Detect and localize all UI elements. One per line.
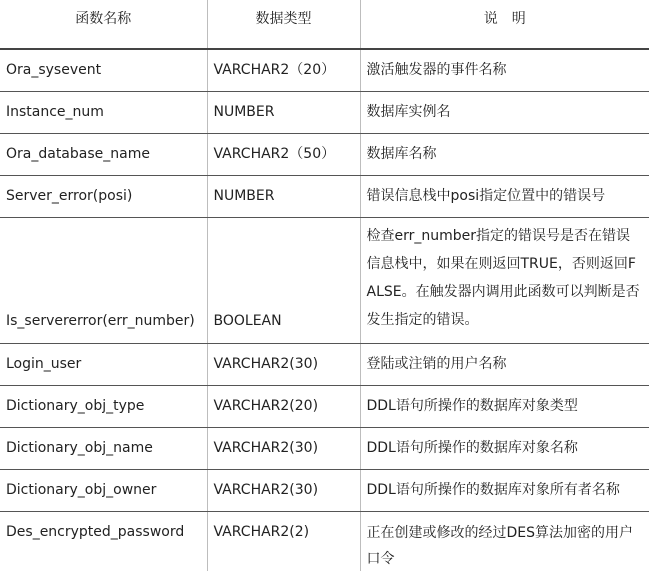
cell-data-type: VARCHAR2(30): [207, 469, 360, 511]
cell-description: 登陆或注销的用户名称: [360, 343, 649, 385]
cell-function-name: Ora_sysevent: [0, 49, 207, 91]
header-description: 说 明: [360, 0, 649, 49]
cell-data-type: NUMBER: [207, 175, 360, 217]
cell-description: 错误信息栈中posi指定位置中的错误号: [360, 175, 649, 217]
cell-function-name: Dictionary_obj_type: [0, 385, 207, 427]
table-row: [0, 91, 649, 133]
table-row: [0, 343, 649, 385]
table-row: [0, 217, 649, 343]
cell-description: DDL语句所操作的数据库对象所有者名称: [360, 469, 649, 511]
cell-description: DDL语句所操作的数据库对象名称: [360, 427, 649, 469]
cell-function-name: Ora_database_name: [0, 133, 207, 175]
header-data-type: 数据类型: [207, 0, 360, 49]
cell-data-type: VARCHAR2(20): [207, 385, 360, 427]
table-row: [0, 49, 649, 91]
cell-description: 正在创建或修改的经过DES算法加密的用户口令: [360, 511, 649, 571]
cell-data-type: NUMBER: [207, 91, 360, 133]
table-row: [0, 385, 649, 427]
cell-data-type: VARCHAR2(30): [207, 427, 360, 469]
header-function-name: 函数名称: [0, 0, 207, 49]
cell-description: DDL语句所操作的数据库对象类型: [360, 385, 649, 427]
cell-data-type: BOOLEAN: [207, 217, 360, 343]
table-row: [0, 469, 649, 511]
cell-function-name: Login_user: [0, 343, 207, 385]
cell-data-type: VARCHAR2(2): [207, 511, 360, 571]
cell-function-name: Dictionary_obj_owner: [0, 469, 207, 511]
cell-function-name: Server_error(posi): [0, 175, 207, 217]
cell-function-name: Instance_num: [0, 91, 207, 133]
table-row: [0, 175, 649, 217]
cell-data-type: VARCHAR2（20）: [207, 49, 360, 91]
cell-description: 检查err_number指定的错误号是否在错误信息栈中，如果在则返回TRUE，否则返回FALSE。在触发器内调用此函数可以判断是否发生指定的错误。: [360, 217, 649, 343]
table-body: [0, 49, 649, 571]
table-header: [0, 0, 649, 49]
cell-description: 数据库实例名: [360, 91, 649, 133]
cell-description: 激活触发器的事件名称: [360, 49, 649, 91]
table-row: [0, 511, 649, 571]
table-row: [0, 133, 649, 175]
header-row: [0, 0, 649, 49]
cell-data-type: VARCHAR2(30): [207, 343, 360, 385]
cell-function-name: Dictionary_obj_name: [0, 427, 207, 469]
cell-description: 数据库名称: [360, 133, 649, 175]
cell-function-name: Des_encrypted_password: [0, 511, 207, 571]
cell-data-type: VARCHAR2（50）: [207, 133, 360, 175]
cell-function-name: Is_servererror(err_number): [0, 217, 207, 343]
table-row: [0, 427, 649, 469]
